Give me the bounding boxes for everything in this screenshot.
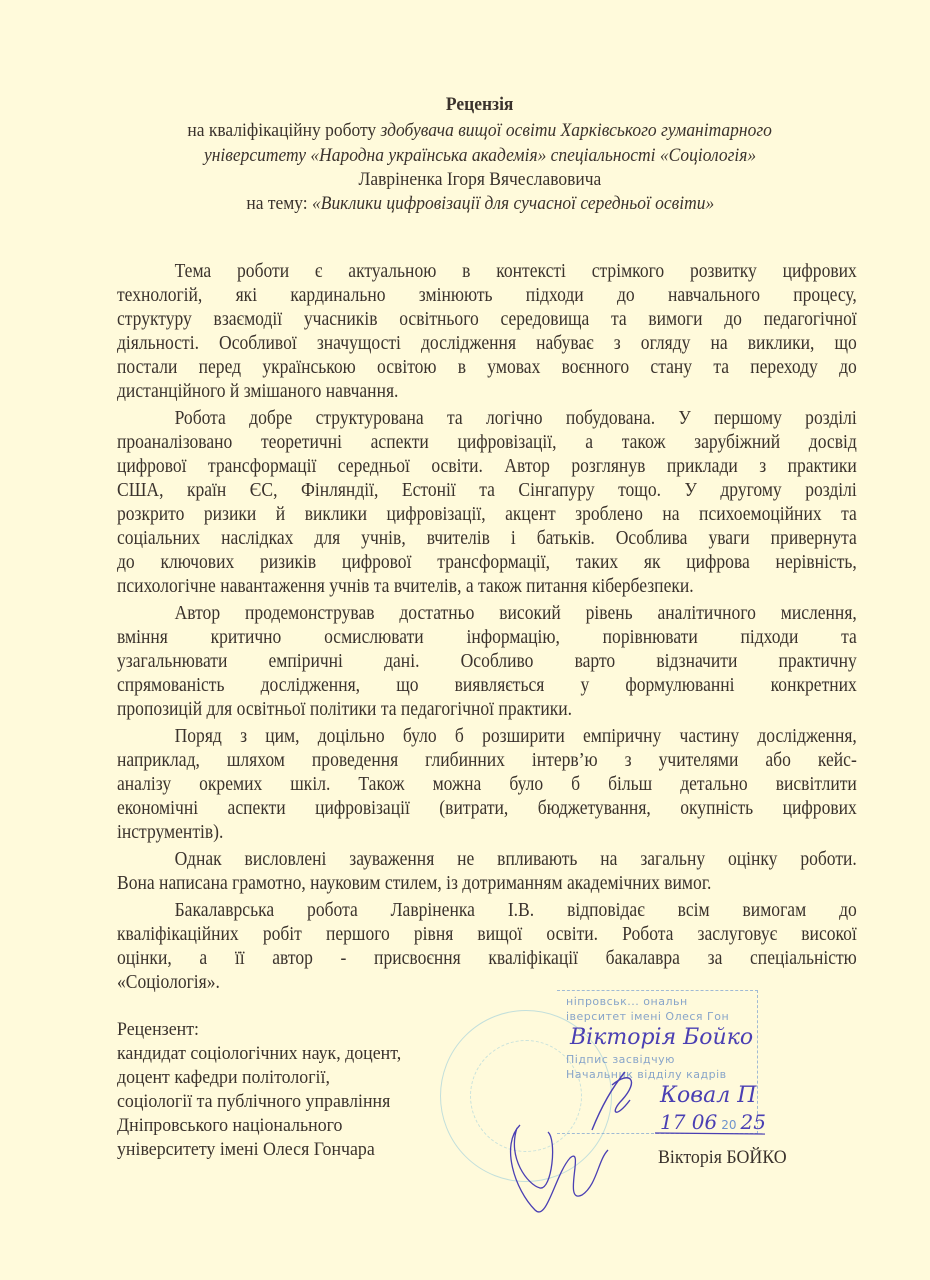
body-line bbox=[117, 626, 857, 650]
body-line bbox=[117, 260, 857, 284]
body-line bbox=[117, 479, 857, 503]
header-italic-text: здобувача вищої освіти Харківського гуманітарного bbox=[380, 120, 773, 141]
body-line-text: розкрито ризики й виклики цифровізації, акцент зроблено на психоемоційних та bbox=[117, 504, 857, 525]
body-line-text: оцінки, а її автор - присвоєння кваліфікації бакалавра за спеціальністю bbox=[117, 948, 857, 969]
body-line-text: структуру взаємодії учасників освітнього середовища та вимоги до педагогічної bbox=[117, 309, 857, 330]
header-line-3-student-name bbox=[100, 169, 860, 191]
stamp-text-line: Підпис засвідчую bbox=[566, 1053, 675, 1066]
body-line-text: США, країн ЄС, Фінляндії, Естонії та Сінгапуру тощо. У другому розділі bbox=[117, 480, 857, 501]
body-line bbox=[117, 821, 857, 845]
header-plain-text: на кваліфікаційну роботу bbox=[187, 120, 381, 141]
date-year-suffix: 25 bbox=[740, 1110, 766, 1134]
body-line bbox=[117, 332, 857, 356]
reviewer-credential-line: Дніпровського національного bbox=[117, 1115, 343, 1136]
date-year-prefix: 20 bbox=[721, 1118, 737, 1132]
reviewer-block bbox=[117, 1018, 419, 1162]
student-name: Лавріненка Ігоря Вячеславовича bbox=[358, 169, 602, 190]
reviewer-credential-line: кандидат соціологічних наук, доцент, bbox=[117, 1043, 402, 1064]
body-line-text: Автор продемонстрував достатньо високий рівень аналітичного мислення, bbox=[174, 603, 857, 624]
body-line-text: Бакалаврська робота Лавріненка І.В. відповідає всім вимогам до bbox=[174, 900, 857, 921]
body-line bbox=[117, 848, 857, 872]
body-line bbox=[117, 725, 857, 749]
body-line-text: аналізу окремих шкіл. Також можна було б більш детально висвітлити bbox=[117, 774, 857, 795]
body-line-text: до ключових ризиків цифрової трансформації, таких як цифрова нерівність, bbox=[117, 552, 857, 573]
body-line bbox=[117, 575, 857, 599]
body-line-text: Поряд з цим, доцільно було б розширити емпіричну частину дослідження, bbox=[174, 726, 857, 747]
thesis-topic: «Виклики цифровізації для сучасної середньої освіти» bbox=[311, 193, 714, 214]
reviewer-label: Рецензент: bbox=[117, 1019, 199, 1040]
body-line-text: Тема роботи є актуальною в контексті стрімкого розвитку цифрових bbox=[174, 261, 857, 282]
body-line-text: пропозицій для освітньої політики та педагогічної практики. bbox=[117, 699, 573, 720]
body-line bbox=[117, 455, 857, 479]
body-line-text: психологічне навантаження учнів та вчителів, а також питання кібербезпеки. bbox=[117, 576, 694, 597]
header-line-4-topic bbox=[100, 193, 860, 215]
reviewer-credential-line: університету імені Олеся Гончара bbox=[117, 1139, 375, 1160]
body-line-text: дистанційного й змішаного навчання. bbox=[117, 381, 399, 402]
header-plain-text: на тему: bbox=[246, 193, 312, 214]
body-line bbox=[117, 380, 857, 404]
body-line bbox=[117, 527, 857, 551]
body-line-text: Вона написана грамотно, науковим стилем, із дотриманням академічних вимог. bbox=[117, 873, 712, 894]
body-line bbox=[117, 872, 857, 896]
reviewer-credential-line: соціології та публічного управління bbox=[117, 1091, 391, 1112]
body-line-text: Робота добре структурована та логічно побудована. У першому розділі bbox=[174, 408, 857, 429]
stamp-text-line: іверситет імені Олеся Гон bbox=[566, 1010, 730, 1023]
header-italic-text: університету «Народна українська академія» спеціальності «Соціологія» bbox=[203, 145, 757, 166]
body-line bbox=[117, 602, 857, 626]
reviewer-name: Вікторія БОЙКО bbox=[658, 1147, 787, 1168]
body-line bbox=[117, 503, 857, 527]
body-line bbox=[117, 407, 857, 431]
body-line bbox=[117, 308, 857, 332]
body-line-text: соціальних наслідках для учнів, вчителів і батьків. Особлива уваги привернута bbox=[117, 528, 857, 549]
body-line-text: цифрової трансформації середньої освіти. Автор розглянув приклади з практики bbox=[117, 456, 857, 477]
body-line-text: технологій, які кардинально змінюють підходи до навчального процесу, bbox=[117, 285, 857, 306]
header-line-2-content bbox=[204, 145, 756, 167]
header-line-2 bbox=[100, 145, 860, 167]
body-line bbox=[117, 356, 857, 380]
body-line-text: кваліфікаційних робіт першого рівня вищої освіти. Робота заслуговує високої bbox=[117, 924, 857, 945]
handwritten-officer-name: Ковал П bbox=[660, 1083, 757, 1108]
body-line-text: вміння критично осмислювати інформацію, порівнювати підходи та bbox=[117, 627, 857, 648]
stamp-text-line: ніпровськ... ональн bbox=[566, 995, 688, 1008]
body-line bbox=[117, 551, 857, 575]
reviewer-credential-line: доцент кафедри політології, bbox=[117, 1067, 330, 1088]
header-line-3-content bbox=[359, 169, 602, 191]
body-line-text: проаналізовано теоретичні аспекти цифровізації, а також зарубіжний досвід bbox=[117, 432, 857, 453]
header-line-1-content bbox=[188, 120, 772, 142]
body-line-text: «Соціологія». bbox=[117, 972, 220, 993]
body-line-text: узагальнювати емпіричні дані. Особливо варто відзначити практичну bbox=[117, 651, 857, 672]
document-title bbox=[100, 94, 860, 116]
body-line bbox=[117, 797, 857, 821]
body-line bbox=[117, 650, 857, 674]
body-line bbox=[117, 674, 857, 698]
body-line-text: інструментів). bbox=[117, 822, 224, 843]
body-line-text: Однак висловлені зауваження не впливають на загальну оцінку роботи. bbox=[174, 849, 857, 870]
body-line bbox=[117, 749, 857, 773]
handwritten-date bbox=[660, 1110, 766, 1137]
body-line-text: економічні аспекти цифровізації (витрати, бюджетування, окупність цифрових bbox=[117, 798, 857, 819]
date-day-month: 17 06 bbox=[660, 1110, 718, 1134]
body-line bbox=[117, 899, 857, 923]
body-line bbox=[117, 698, 857, 722]
body-line-text: діяльності. Особливої значущості дослідження набуває з огляду на виклики, що bbox=[117, 333, 857, 354]
header-line-1 bbox=[100, 120, 860, 142]
title-text: Рецензія bbox=[446, 94, 514, 115]
body-line bbox=[117, 923, 857, 947]
handwritten-reviewer-name: Вікторія Бойко bbox=[570, 1025, 754, 1050]
body-line bbox=[117, 947, 857, 971]
body-line-text: постали перед українською освітою в умовах воєнного стану та переходу до bbox=[117, 357, 857, 378]
body-line bbox=[117, 773, 857, 797]
body-line bbox=[117, 284, 857, 308]
body-line-text: наприклад, шляхом проведення глибинних інтерв’ю з учителями або кейс- bbox=[117, 750, 857, 771]
stamp-text-line: Начальник відділу кадрів bbox=[566, 1068, 727, 1081]
body-line-text: спрямованість дослідження, що виявляється у формулюванні конкретних bbox=[117, 675, 857, 696]
body-line bbox=[117, 431, 857, 455]
header-line-4-content bbox=[246, 193, 714, 215]
